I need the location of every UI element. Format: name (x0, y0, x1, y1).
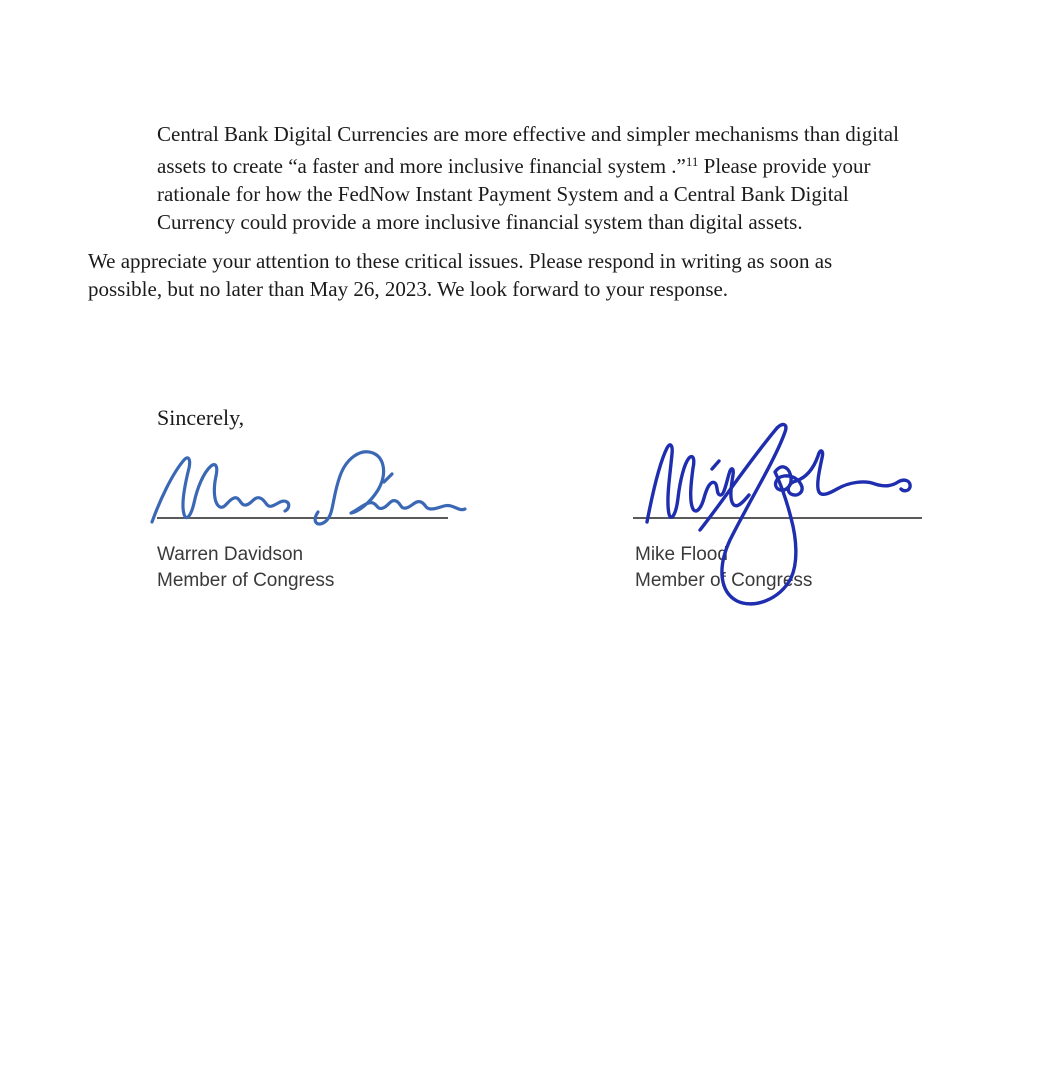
valediction: Sincerely, (157, 405, 245, 430)
body-line: We appreciate your attention to these critical issues. Please respond in writing as soon as (88, 249, 833, 273)
body-line: rationale for how the FedNow Instant Payment System and a Central Bank Digital (157, 182, 849, 206)
signer-title: Member of Congress (635, 570, 813, 591)
body-line: Currency could provide a more inclusive financial system than digital assets. (157, 210, 803, 234)
signature-line-right (633, 517, 922, 519)
signature-stroke (315, 452, 465, 524)
signer-block-left (157, 542, 334, 594)
signature-stroke (384, 474, 392, 482)
signer-title: Member of Congress (157, 570, 335, 591)
footnote-marker: 11 (685, 154, 699, 169)
signer-name: Warren Davidson (157, 544, 304, 565)
body-line-text: assets to create “a faster and more inclusive financial system .” (157, 154, 686, 178)
warren-davidson-signature (128, 446, 468, 538)
signer-block-right (635, 542, 812, 594)
paragraph-closing (88, 247, 832, 303)
signature-stroke (712, 461, 719, 469)
signer-name: Mike Flood (635, 544, 728, 565)
body-line: possible, but no later than May 26, 2023. We look forward to your response. (88, 277, 729, 301)
signature-line-left (157, 517, 448, 519)
signature-stroke (647, 445, 749, 522)
paragraph-request (157, 120, 899, 236)
signature-stroke (152, 458, 289, 522)
body-line: Central Bank Digital Currencies are more effective and simpler mechanisms than digital (157, 122, 899, 146)
body-line-text: Please provide your (698, 154, 871, 178)
body-line (157, 148, 899, 180)
